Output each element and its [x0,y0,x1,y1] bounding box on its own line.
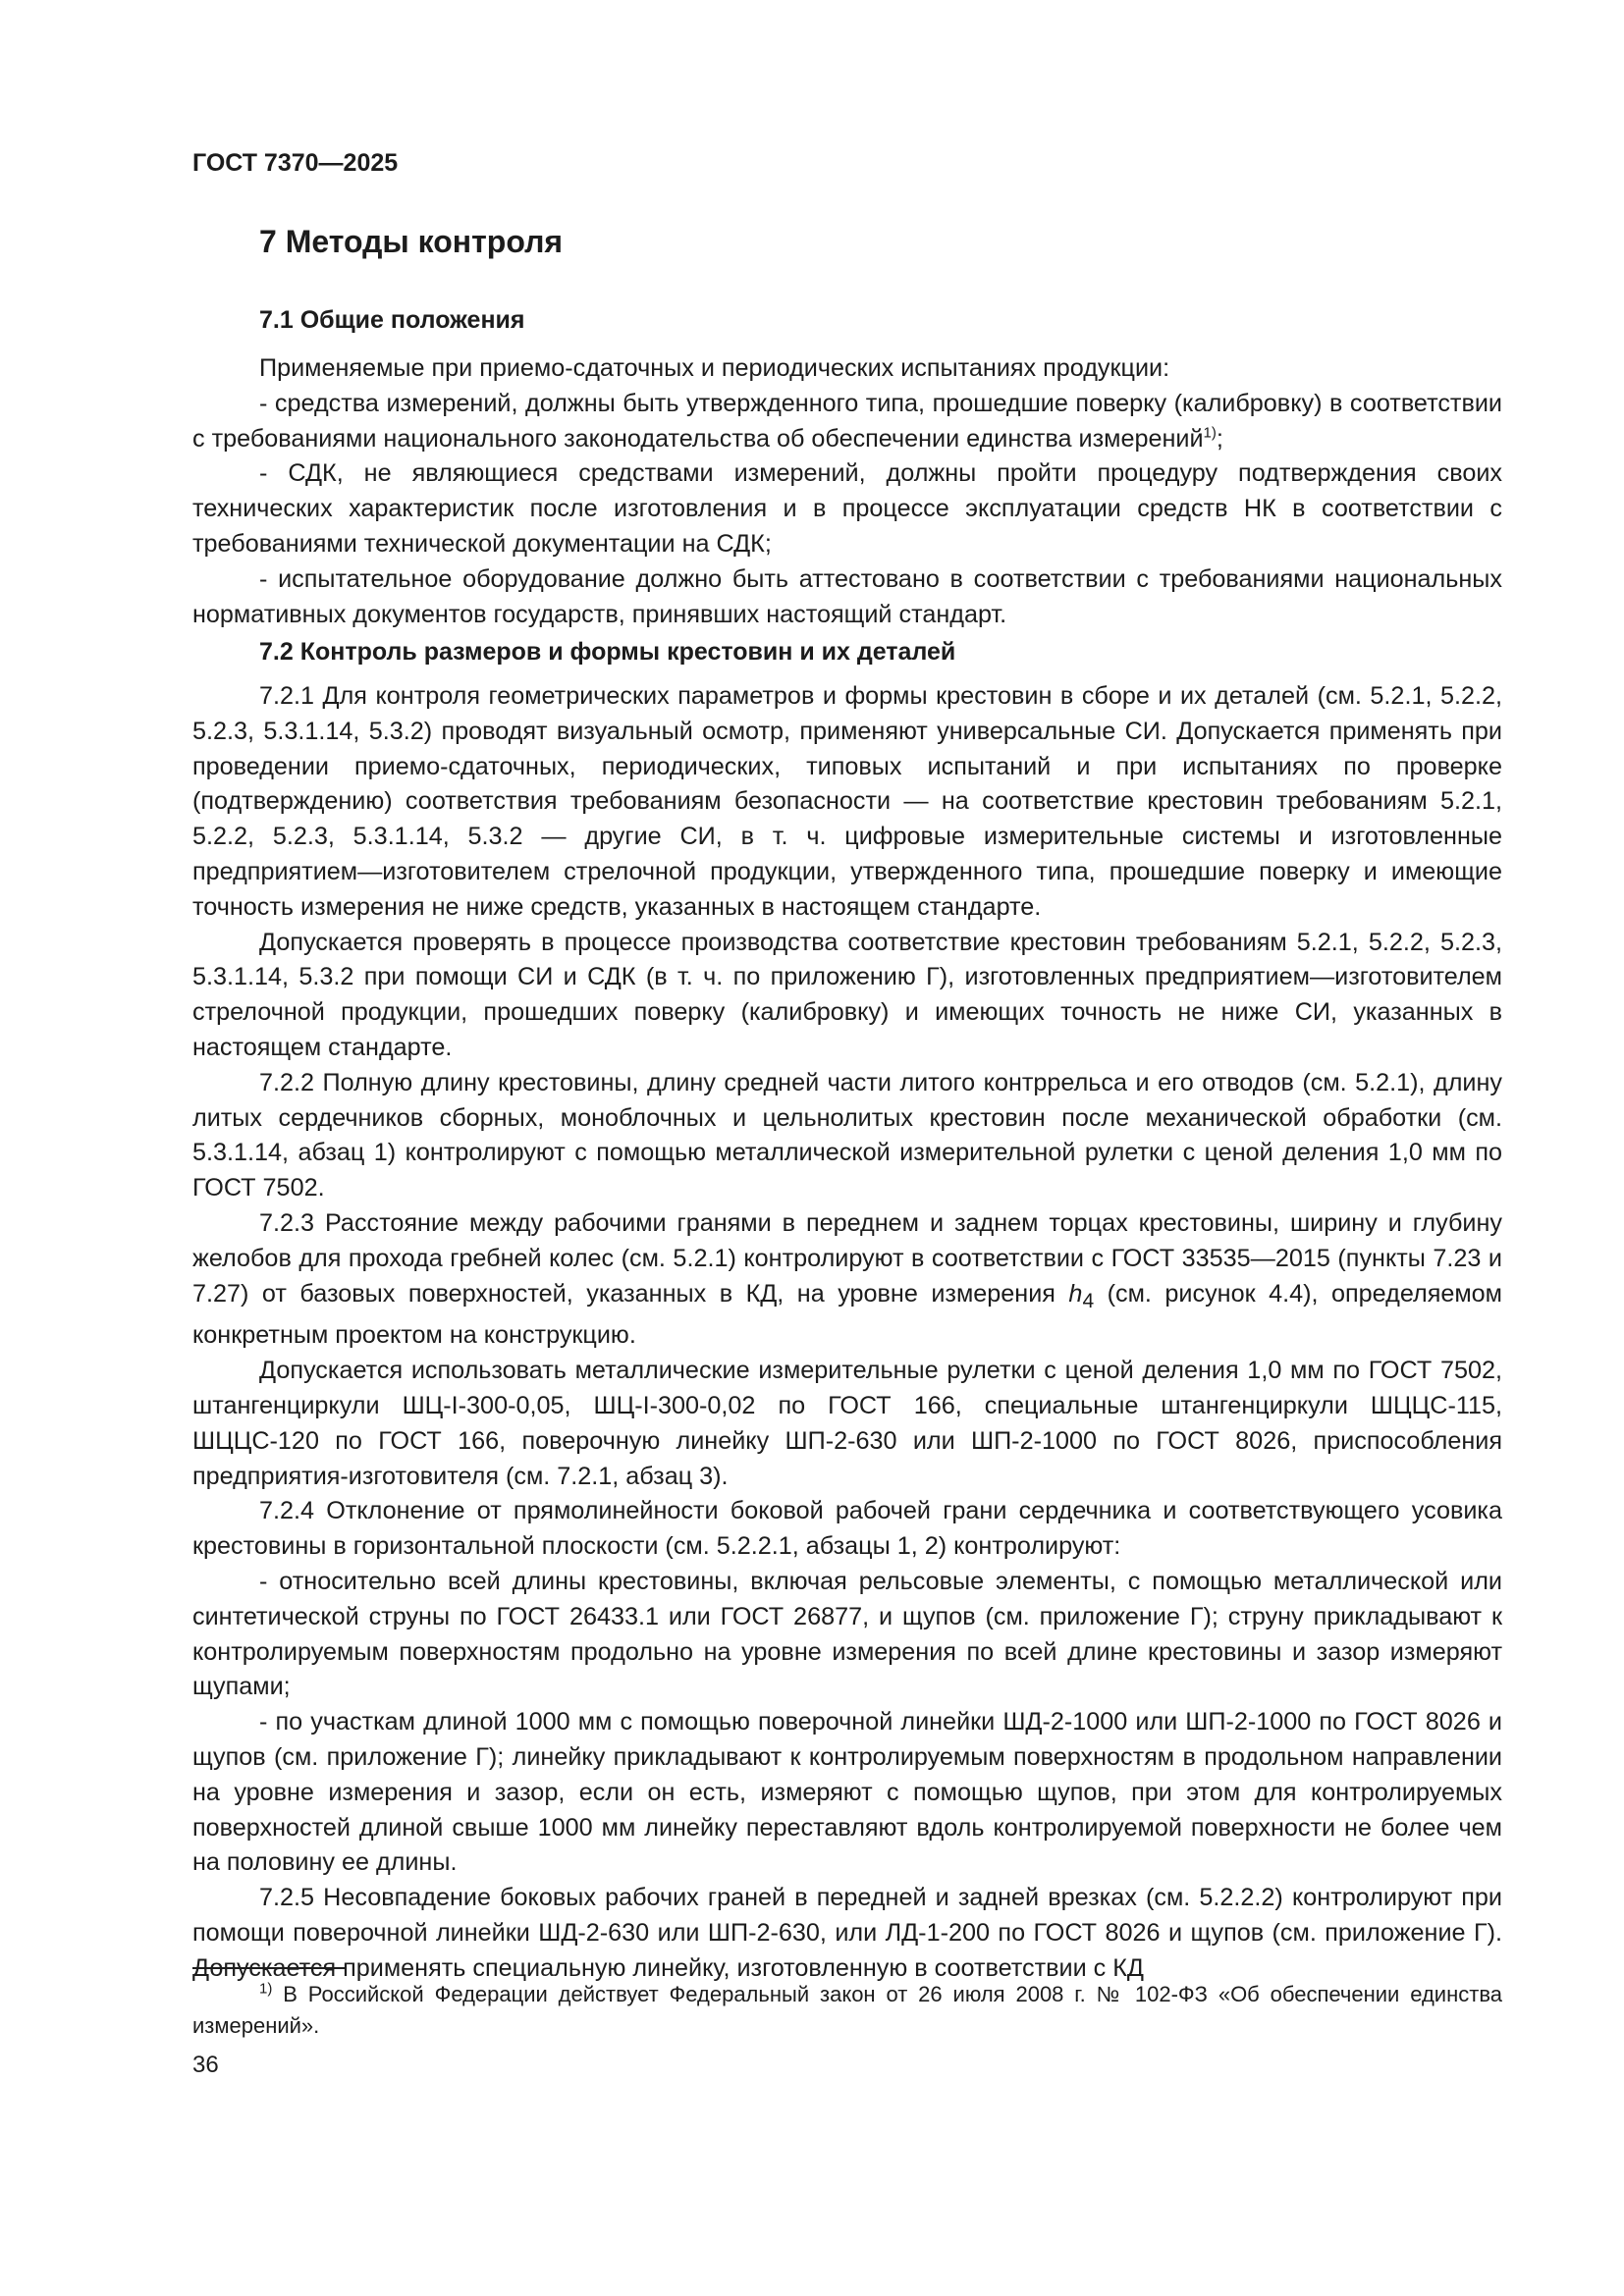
paragraph [192,1206,1502,1354]
footnote [192,1979,1502,2042]
paragraph: - СДК, не являющиеся средствами измерений, должны пройти процедуру подтверждения своих технических характеристик после изготовления и в процессе эксплуатации средств НК в соответствии с требованиями технической документации на СДК; [192,459,1502,558]
section-title: 7 Методы контроля [259,224,564,259]
paragraph: Допускается использовать металлические измерительные рулетки с ценой деления 1,0 мм по ГОСТ 7502, штангенциркули ШЦ-I-300-0,05, ШЦ-I-300-0,02 по ГОСТ 166, специальные штангенциркули ШЦЦС-115, ШЦЦС-120 по ГОСТ 166, поверочную линейку ШП-2-630 или ШП-2-1000 по ГОСТ 8026, приспособления предприятия-изготовителя (см. 7.2.1, абзац 3). [192,1357,1502,1490]
variable-h: h [1068,1279,1083,1308]
paragraph [192,387,1502,457]
subsection-title-7-2: 7.2 Контроль размеров и формы крестовин и их деталей [259,638,956,666]
paragraph-text: - средства измерений, должны быть утвержденного типа, прошедшие поверку (калибровку) в соответствии с требованиями национального законодательства об обеспечении единства измерений [192,389,1502,453]
page-number: 36 [192,2052,219,2078]
subsection-body-7-1 [192,351,1502,632]
footnote-ref: 1) [1203,424,1217,442]
footnote-text: В Российской Федерации действует Федеральный закон от 26 июля 2008 г. № 102-ФЗ «Об обеспечении единства измерений». [192,1982,1502,2038]
subsection-body-7-2 [192,679,1502,1987]
paragraph: - по участкам длиной 1000 мм с помощью поверочной линейки ШД-2-1000 или ШП-2-1000 по ГОСТ 8026 и щупов (см. приложение Г); линейку прикладывают к контролируемым поверхностям в продольном направлении на уровне измерения и зазор, если он есть, измеряют с помощью щупов, при этом для контролируемых поверхностей длиной свыше 1000 мм линейку переставляют вдоль контролируемой поверхности не более чем на половину ее длины. [192,1708,1502,1877]
paragraph-text: ; [1216,424,1223,453]
paragraph: - относительно всей длины крестовины, включая рельсовые элементы, с помощью металлической или синтетической струны по ГОСТ 26433.1 или ГОСТ 26877, и щупов (см. приложение Г); струну прикладывают к контролируемым поверхностям продольно на уровне измерения по всей длине крестовины и зазор измеряют щупами; [192,1567,1502,1701]
paragraph: Применяемые при приемо-сдаточных и периодических испытаниях продукции: [259,354,1170,382]
paragraph: - испытательное оборудование должно быть аттестовано в соответствии с требованиями национальных нормативных документов государств, принявших настоящий стандарт. [192,564,1502,628]
subscript: 4 [1082,1289,1095,1312]
paragraph: 7.2.5 Несовпадение боковых рабочих граней в передней и задней врезках (см. 5.2.2.2) контролируют при помощи поверочной линейки ШД-2-630 или ШП-2-630, или ЛД-1-200 по ГОСТ 8026 и щупов (см. приложение Г). Допускается применять специальную линейку, изготовленную в соответствии с КД [192,1884,1502,1982]
paragraph: 7.2.2 Полную длину крестовины, длину средней части литого контррельса и его отводов (см. 5.2.1), длину литых сердечников сборных, моноблочных и цельнолитых крестовин после механической обработки (см. 5.3.1.14, абзац 1) контролируют с помощью металлической измерительной рулетки с ценой деления 1,0 мм по ГОСТ 7502. [192,1068,1502,1202]
document-id: ГОСТ 7370—2025 [192,149,399,177]
paragraph-text: (см. рисунок 4.4), определяемом конкретным проектом на конструкцию. [192,1279,1502,1350]
paragraph: Допускается проверять в процессе производства соответствие крестовин требованиям 5.2.1, 5.2.2, 5.2.3, 5.3.1.14, 5.3.2 при помощи СИ и СДК (в т. ч. по приложению Г), изготовленных предприятием—изготовителем стрелочной продукции, прошедших поверку (калибровку) и имеющих точность не ниже СИ, указанных в настоящем стандарте. [192,928,1502,1061]
footnote-marker: 1) [259,1980,273,1998]
subsection-title-7-1: 7.1 Общие положения [259,306,525,334]
paragraph-text: 7.2.3 Расстояние между рабочими гранями в переднем и заднем торцах крестовины, ширину и глубину желобов для прохода гребней колес (см. 5.2.1) контролируют в соответствии с ГОСТ 33535—2015 (пункты 7.23 и 7.27) от базовых поверхностей, указанных в КД, на уровне измерения [192,1208,1502,1308]
paragraph: 7.2.1 Для контроля геометрических параметров и формы крестовин в сборе и их деталей (см. 5.2.1, 5.2.2, 5.2.3, 5.3.1.14, 5.3.2) проводят визуальный осмотр, применяют универсальные СИ. Допускается применять при проведении приемо-сдаточных, периодических, типовых испытаний и при испытаниях по проверке (подтверждению) соответствия требованиям безопасности — на соответствие крестовин требованиям 5.2.1, 5.2.2, 5.2.3, 5.3.1.14, 5.3.2 — другие СИ, в т. ч. цифровые измерительные системы и изготовленные предприятием—изготовителем стрелочной продукции, утвержденного типа, прошедшие поверку и имеющие точность измерения не ниже средств, указанных в настоящем стандарте. [192,682,1502,921]
footnote-separator [192,1967,346,1969]
paragraph: 7.2.4 Отклонение от прямолинейности боковой рабочей грани сердечника и соответствующего усовика крестовины в горизонтальной плоскости (см. 5.2.2.1, абзацы 1, 2) контролируют: [192,1497,1502,1561]
